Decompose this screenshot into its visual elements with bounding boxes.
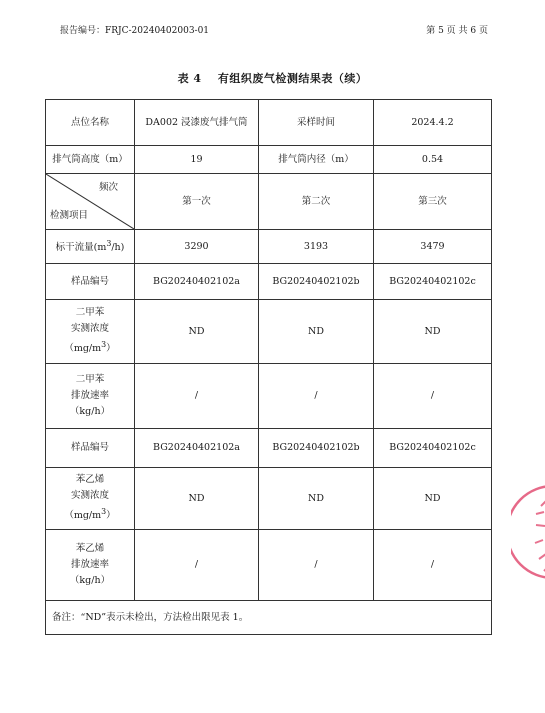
xylene-concentration-label: [46, 300, 135, 364]
unit-close: ）: [106, 343, 116, 355]
cell-column-header: 第一次: [135, 174, 259, 230]
cell-value: 3479: [374, 230, 492, 264]
cell-value: 0.54: [374, 146, 492, 174]
cell-column-header: 第二次: [259, 174, 374, 230]
cell-value: 3193: [259, 230, 374, 264]
table-row: [46, 264, 492, 300]
cell-value: /: [259, 530, 374, 601]
table-row: [46, 364, 492, 429]
cell-value: 3290: [135, 230, 259, 264]
sample-id: BG20240402102c: [374, 264, 492, 300]
table-row: [46, 174, 492, 230]
report-number: 报告编号：FRJC-20240402003-01: [60, 26, 210, 36]
flow-label-unit: /h): [111, 242, 125, 254]
label-unit: （kg/h）: [69, 406, 111, 417]
page-indicator: 第 5 页 共 6 页: [426, 26, 488, 36]
table-row: [46, 429, 492, 468]
table-row: [46, 230, 492, 264]
superscript: 3: [106, 239, 112, 249]
sample-id: BG20240402102a: [135, 429, 259, 468]
test-item-label: 检测项目: [50, 210, 89, 221]
label-line: 排放速率: [70, 390, 109, 401]
sample-id: BG20240402102b: [259, 264, 374, 300]
cell-value: ND: [259, 468, 374, 530]
cell-value: ND: [135, 300, 259, 364]
cell-label: 样品编号: [46, 264, 135, 300]
red-seal-stamp: [511, 482, 545, 582]
sample-id: BG20240402102b: [259, 429, 374, 468]
frequency-label: 频次: [98, 182, 118, 193]
diagonal-header-cell: [46, 174, 135, 230]
table-title: [0, 70, 545, 86]
cell-value: /: [135, 530, 259, 601]
cell-label: 排气筒高度（m）: [46, 146, 135, 174]
cell-label: 采样时间: [259, 100, 374, 146]
flow-rate-label: [46, 230, 135, 264]
sample-id: BG20240402102a: [135, 264, 259, 300]
cell-value: /: [374, 364, 492, 429]
table-row: [46, 601, 492, 635]
xylene-rate-label: [46, 364, 135, 429]
cell-value: ND: [135, 468, 259, 530]
styrene-concentration-label: [46, 468, 135, 530]
styrene-rate-label: [46, 530, 135, 601]
cell-label: 排气筒内径（m）: [259, 146, 374, 174]
label-unit: （kg/h）: [69, 575, 111, 586]
table-row: [46, 300, 492, 364]
label-line: 排放速率: [70, 559, 109, 570]
results-table: [45, 99, 492, 635]
table-number: 表 4: [177, 72, 202, 85]
cell-label: 点位名称: [46, 100, 135, 146]
label-line: 实测浓度: [70, 323, 109, 335]
cell-label: 样品编号: [46, 429, 135, 468]
table-note: 备注：“ND”表示未检出，方法检出限见表 1。: [46, 601, 492, 635]
label-line: 实测浓度: [70, 490, 109, 502]
label-line: 二甲苯: [75, 307, 105, 319]
cell-column-header: 第三次: [374, 174, 492, 230]
cell-value: /: [259, 364, 374, 429]
table-row: [46, 530, 492, 601]
table-row: [46, 468, 492, 530]
cell-value: DA002 浸漆废气排气筒: [135, 100, 259, 146]
flow-label-text: 标干流量(m: [55, 242, 107, 254]
unit-text: （mg/m: [64, 510, 102, 522]
cell-value: ND: [259, 300, 374, 364]
cell-value: ND: [374, 300, 492, 364]
cell-value: ND: [374, 468, 492, 530]
superscript: 3: [101, 340, 107, 350]
label-line: 苯乙烯: [75, 543, 105, 554]
superscript: 3: [101, 507, 107, 517]
label-line: 二甲苯: [75, 374, 105, 385]
label-line: 苯乙烯: [75, 474, 105, 486]
cell-value: /: [135, 364, 259, 429]
label-unit: [48, 337, 132, 357]
unit-close: ）: [106, 510, 116, 522]
sample-id: BG20240402102c: [374, 429, 492, 468]
label-unit: [48, 504, 132, 524]
table-row: [46, 146, 492, 174]
cell-value: 19: [135, 146, 259, 174]
unit-text: （mg/m: [64, 343, 102, 355]
table-title-text: 有组织废气检测结果表（续）: [217, 72, 368, 85]
table-row: [46, 100, 492, 146]
cell-value: 2024.4.2: [374, 100, 492, 146]
cell-value: /: [374, 530, 492, 601]
